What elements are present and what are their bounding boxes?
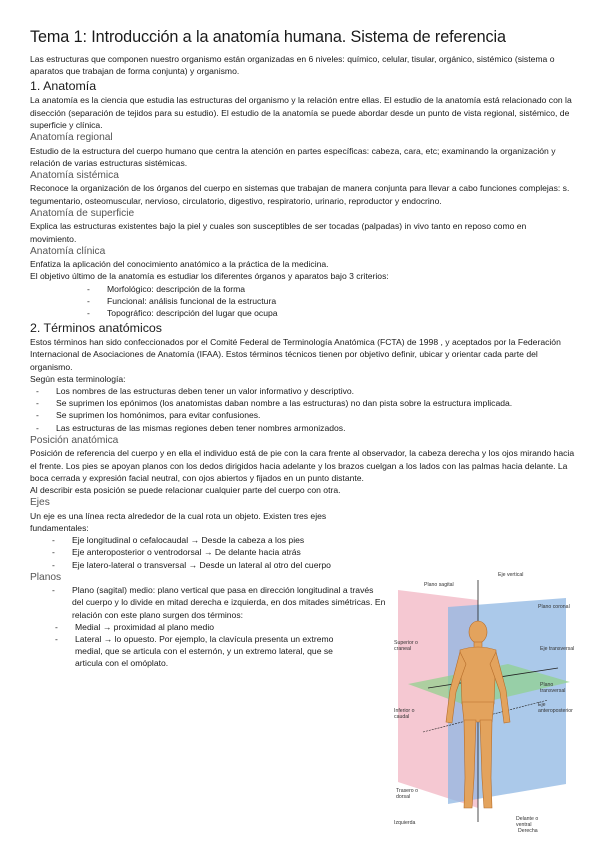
- criteria-list: [87, 283, 575, 320]
- label-dorsal: Trasero o dorsal: [396, 788, 419, 800]
- label-left: Izquierda: [394, 820, 416, 826]
- list-item: - Eje longitudinal o cefalocaudal → Desde la cabeza a los pies: [52, 535, 305, 546]
- regional-paragraph: Estudio de la estructura del cuerpo humano que centra la atención en partes específicas: cabeza, cara, etc; examinando la organización y relación de varias estructuras sistémicas.: [30, 145, 556, 168]
- label-sagittal-plane: Plano sagital: [424, 582, 454, 588]
- anatomical-planes-figure: [388, 572, 578, 834]
- terms-paragraph: Estos términos han sido confeccionados por el Comité Federal de Terminología Anatómica (FCTA) de 1998 , y aceptados por la Federación Internacional de Asociaciones de Anatomía (IFAA). Estos términos técnicos tienen por objetivo definir, ubicar y orientar cada parte del organismo.: [30, 337, 561, 372]
- label-transverse-axis: Eje transversal: [540, 646, 575, 652]
- systemic-heading: Anatomía sistémica: [30, 169, 119, 181]
- planes-heading: Planos: [30, 571, 62, 583]
- list-item: - Las estructuras de las mismas regiones deben tener nombres armonizados.: [36, 422, 346, 433]
- section-2-heading: 2. Términos anatómicos: [30, 321, 162, 336]
- label-coronal-plane: Plano coronal: [538, 604, 570, 610]
- anatomical-position-note: Al describir esta posición se puede relacionar cualquier parte del cuerpo con otra.: [30, 484, 341, 495]
- list-item: - Medial → proximidad al plano medio: [55, 621, 215, 632]
- clinical-paragraph: Enfatiza la aplicación del conocimiento anatómico a la práctica de la medicina.: [30, 259, 329, 270]
- axes-paragraph: Un eje es una línea recta alrededor de la cual rota un objeto. Existen tres ejes fundamentales:: [30, 510, 327, 533]
- list-item: - Funcional: análisis funcional de la estructura: [87, 295, 277, 306]
- page-title: Tema 1: Introducción a la anatomía humana. Sistema de referencia: [30, 28, 506, 46]
- surface-paragraph: Explica las estructuras existentes bajo la piel y cuales son susceptibles de ser tocadas (palpadas) in vivo tanto en reposo como en movimiento.: [30, 221, 527, 244]
- anatomical-position-heading: Posición anatómica: [30, 434, 119, 446]
- list-item: - Los nombres de las estructuras deben tener un valor informativo y descriptivo.: [36, 386, 355, 397]
- list-item: - Topográfico: descripción del lugar que ocupa: [87, 308, 278, 319]
- sagittal-terms-list: [55, 621, 345, 670]
- label-inferior: Inferior o caudal: [394, 708, 415, 720]
- regional-heading: Anatomía regional: [30, 132, 113, 144]
- intro-paragraph: Las estructuras que componen nuestro organismo están organizadas en 6 niveles: químico, celular, tisular, orgánico, sistémico (sistema o aparatos que trabajan de forma conjunta) y organismo.: [30, 54, 555, 77]
- list-item: - Eje latero-lateral o transversal → Desde un lateral al otro del cuerpo: [52, 559, 331, 570]
- list-item: - Plano (sagital) medio: plano vertical que pasa en dirección longitudinal a través del cuerpo y lo divide en mitad derecha e izquierda, en dos mitades simétricas. En relación con este plano surgen dos términos:: [52, 585, 386, 620]
- axes-list: [52, 534, 575, 571]
- clinical-heading: Anatomía clínica: [30, 245, 106, 257]
- label-ventral: Delante o ventral: [516, 816, 539, 828]
- terminology-intro: Según esta terminología:: [30, 373, 126, 384]
- anatomical-position-paragraph: Posición de referencia del cuerpo y en ella el individuo está de pie con la cara frente al observador, la cabeza derecha y los ojos mirando hacia el frente. Los pies se apoyan planos con los dedos dirigidos hacia adelante y los brazos cuelgan a los lados con las palmas hacia delante. La boca cerrada y expresión facial neutral, con ojos abiertos y fijados en un punto distante.: [30, 448, 575, 483]
- list-item: - Eje anteroposterior o ventrodorsal → De delante hacia atrás: [52, 547, 301, 558]
- systemic-paragraph: Reconoce la organización de los órganos del cuerpo en sistemas que trabajan de manera conjunta para llevar a cabo funciones complejas: s. tegumentario, osteomuscular, nervioso, circulatorio, digestivo, respiratorio, urinario, reproductor y endocrino.: [30, 183, 570, 206]
- anatomy-paragraph: La anatomía es la ciencia que estudia las estructuras del organismo y la relación entre ellas. El estudio de la anatomía está relacionado con la disección (separación de tejidos para su estudio). El estudio de la anatomía se puede abordar desde un punto de vista regional, sistémico, de superficie y clínica.: [30, 95, 572, 130]
- section-1-heading: 1. Anatomía: [30, 79, 97, 94]
- list-item: - Lateral → lo opuesto. Por ejemplo, la clavícula presenta un extremo medial, que se articula con el esternón, y un extremo lateral, que se articula con el omóplato.: [55, 634, 334, 669]
- list-item: - Se suprimen los epónimos (los anatomistas daban nombre a las estructuras) no dan pista sobre la estructura implicada.: [36, 398, 513, 409]
- list-item: - Se suprimen los homónimos, para evitar confusiones.: [36, 410, 261, 421]
- planes-list: [52, 584, 387, 621]
- label-anteroposterior-axis: Eje anteroposterior: [538, 702, 573, 714]
- label-superior: Superior o craneal: [394, 640, 418, 652]
- list-item: - Morfológico: descripción de la forma: [87, 283, 246, 294]
- terminology-rules-list: [36, 385, 575, 434]
- objective-paragraph: El objetivo último de la anatomía es estudiar los diferentes órganos y aparatos bajo 3 criterios:: [30, 271, 389, 282]
- label-vertical-axis: Eje vertical: [498, 572, 524, 578]
- label-right: Derecha: [518, 828, 538, 834]
- label-transverse-plane: Plano transversal: [540, 682, 566, 694]
- surface-heading: Anatomía de superficie: [30, 207, 135, 219]
- axes-heading: Ejes: [30, 497, 50, 509]
